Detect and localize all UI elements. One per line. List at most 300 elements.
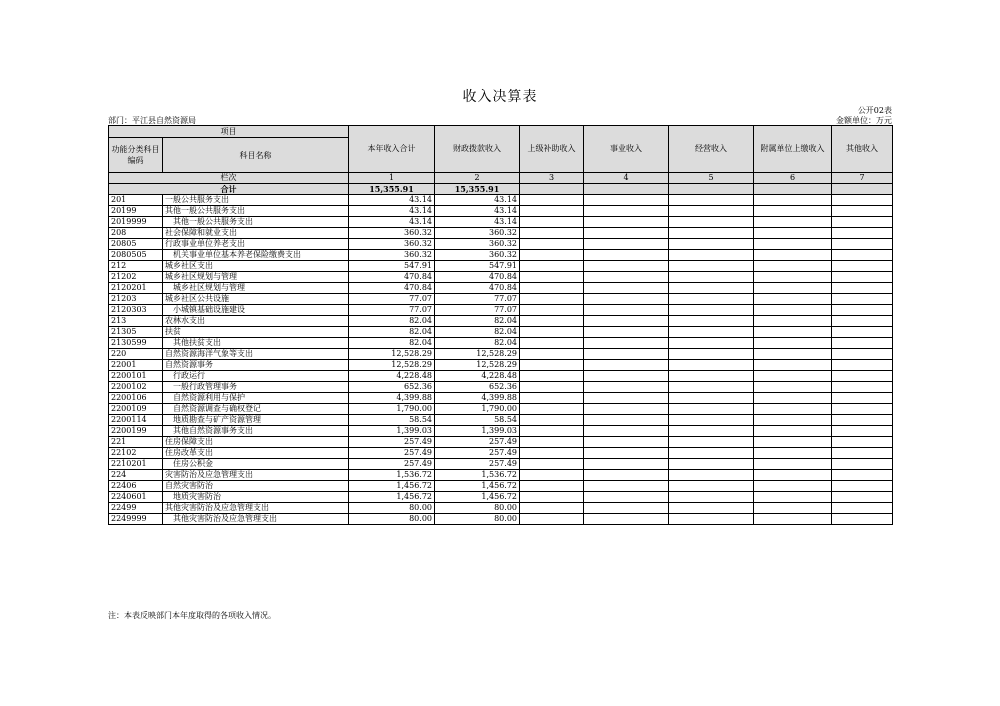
- subject-code: 2120201: [109, 283, 163, 294]
- table-row: [109, 360, 893, 371]
- empty-cell: [832, 382, 893, 393]
- empty-cell: [669, 239, 754, 250]
- table-row: [109, 217, 893, 228]
- total-income-cell: 12,528.29: [349, 349, 435, 360]
- table-row: [109, 481, 893, 492]
- empty-cell: [669, 294, 754, 305]
- subject-code: 21305: [109, 327, 163, 338]
- empty-cell: [520, 283, 584, 294]
- table-row: [109, 272, 893, 283]
- empty-cell: [669, 195, 754, 206]
- empty-cell: [584, 459, 669, 470]
- empty-cell: [832, 316, 893, 327]
- empty-cell: [832, 283, 893, 294]
- empty-cell: [584, 514, 669, 525]
- empty-cell: [754, 415, 832, 426]
- total-income-cell: 652.36: [349, 382, 435, 393]
- subject-code: 2240601: [109, 492, 163, 503]
- fiscal-income-cell: 360.32: [435, 250, 520, 261]
- table-row: [109, 283, 893, 294]
- total-label: 合计: [109, 184, 349, 195]
- subject-name: 自然资源利用与保护: [163, 393, 349, 404]
- empty-cell: [832, 195, 893, 206]
- empty-cell: [520, 239, 584, 250]
- subject-name: 行政运行: [163, 371, 349, 382]
- column-number: 3: [520, 173, 584, 184]
- subject-code: 20805: [109, 239, 163, 250]
- empty-cell: [520, 393, 584, 404]
- subject-name: 自然资源事务: [163, 360, 349, 371]
- column-number: 4: [584, 173, 669, 184]
- subject-code: 2200101: [109, 371, 163, 382]
- empty-cell: [669, 305, 754, 316]
- empty-cell: [754, 514, 832, 525]
- empty-cell: [669, 217, 754, 228]
- empty-cell: [520, 459, 584, 470]
- fiscal-income-cell: 4,399.88: [435, 393, 520, 404]
- fiscal-income-cell: 1,456.72: [435, 481, 520, 492]
- subject-code: 2200114: [109, 415, 163, 426]
- empty-cell: [520, 294, 584, 305]
- empty-cell: [754, 283, 832, 294]
- empty-cell: [832, 349, 893, 360]
- total-income-cell: 82.04: [349, 338, 435, 349]
- subject-name: 其他灾害防治及应急管理支出: [163, 503, 349, 514]
- total-income-cell: 80.00: [349, 503, 435, 514]
- empty-cell: [584, 349, 669, 360]
- table-row: [109, 239, 893, 250]
- table-row: [109, 316, 893, 327]
- fiscal-income-cell: 470.84: [435, 272, 520, 283]
- empty-cell: [520, 217, 584, 228]
- subject-name: 自然资源海洋气象等支出: [163, 349, 349, 360]
- subject-code: 2120303: [109, 305, 163, 316]
- subject-name: 扶贫: [163, 327, 349, 338]
- empty-cell: [754, 228, 832, 239]
- subject-name: 自然资源调查与确权登记: [163, 404, 349, 415]
- fiscal-income-cell: 80.00: [435, 503, 520, 514]
- fiscal-income-cell: 58.54: [435, 415, 520, 426]
- empty-cell: [584, 261, 669, 272]
- subject-code: 201: [109, 195, 163, 206]
- empty-cell: [520, 360, 584, 371]
- empty-cell: [584, 338, 669, 349]
- table-row: [109, 349, 893, 360]
- fiscal-income-cell: 80.00: [435, 514, 520, 525]
- total-income-cell: 80.00: [349, 514, 435, 525]
- empty-cell: [669, 393, 754, 404]
- footnote: 注：本表反映部门本年度取得的各项收入情况。: [108, 611, 276, 620]
- empty-cell: [520, 261, 584, 272]
- empty-cell: [669, 404, 754, 415]
- table-row: [109, 338, 893, 349]
- empty-cell: [584, 316, 669, 327]
- subject-code: 224: [109, 470, 163, 481]
- empty-cell: [832, 294, 893, 305]
- fiscal-income-cell: 43.14: [435, 217, 520, 228]
- empty-cell: [832, 415, 893, 426]
- empty-cell: [832, 470, 893, 481]
- empty-cell: [520, 470, 584, 481]
- total-income-cell: 360.32: [349, 239, 435, 250]
- fiscal-income-cell: 12,528.29: [435, 360, 520, 371]
- table-row: [109, 327, 893, 338]
- empty-cell: [669, 492, 754, 503]
- subject-code: 220: [109, 349, 163, 360]
- empty-cell: [832, 305, 893, 316]
- empty-cell: [520, 371, 584, 382]
- empty-cell: [520, 327, 584, 338]
- total-income-cell: 82.04: [349, 327, 435, 338]
- subject-name: 小城镇基础设施建设: [163, 305, 349, 316]
- fiscal-income-cell: 43.14: [435, 206, 520, 217]
- total-income-cell: 58.54: [349, 415, 435, 426]
- empty-cell: [584, 360, 669, 371]
- total-income-cell: 1,536.72: [349, 470, 435, 481]
- column-number: 7: [832, 173, 893, 184]
- total-income-cell: 1,399.03: [349, 426, 435, 437]
- form-code: 公开02表: [857, 106, 892, 115]
- empty-cell: [754, 239, 832, 250]
- subject-name: 灾害防治及应急管理支出: [163, 470, 349, 481]
- empty-cell: [754, 448, 832, 459]
- empty-cell: [584, 239, 669, 250]
- empty-cell: [832, 481, 893, 492]
- empty-cell: [584, 382, 669, 393]
- empty-cell: [584, 195, 669, 206]
- total-income-cell: 360.32: [349, 228, 435, 239]
- empty-cell: [584, 305, 669, 316]
- subject-name: 城乡社区规划与管理: [163, 283, 349, 294]
- empty-cell: [832, 272, 893, 283]
- empty-cell: [520, 305, 584, 316]
- total-income-cell: 77.07: [349, 305, 435, 316]
- empty-cell: [832, 250, 893, 261]
- empty-cell: [584, 415, 669, 426]
- empty-cell: [669, 327, 754, 338]
- subject-name: 自然灾害防治: [163, 481, 349, 492]
- subject-name: 住房保障支出: [163, 437, 349, 448]
- empty-cell: [832, 206, 893, 217]
- subject-code: 22406: [109, 481, 163, 492]
- empty-cell: [520, 415, 584, 426]
- total-fiscal-income: 15,355.91: [435, 184, 520, 195]
- table-row: [109, 448, 893, 459]
- fiscal-income-cell: 82.04: [435, 316, 520, 327]
- empty-cell: [520, 426, 584, 437]
- fiscal-income-cell: 360.32: [435, 239, 520, 250]
- subject-name: 一般公共服务支出: [163, 195, 349, 206]
- empty-cell: [832, 239, 893, 250]
- total-income-cell: 1,790.00: [349, 404, 435, 415]
- empty-cell: [669, 228, 754, 239]
- fiscal-income-cell: 1,399.03: [435, 426, 520, 437]
- empty-cell: [669, 250, 754, 261]
- fiscal-income-cell: 1,790.00: [435, 404, 520, 415]
- empty-cell: [754, 481, 832, 492]
- table-row: [109, 228, 893, 239]
- subject-code: 2200199: [109, 426, 163, 437]
- department-label: 部门：平江县自然资源局: [108, 116, 196, 125]
- fiscal-income-cell: 360.32: [435, 228, 520, 239]
- total-income-cell: 360.32: [349, 250, 435, 261]
- fiscal-income-cell: 82.04: [435, 327, 520, 338]
- empty-cell: [520, 206, 584, 217]
- empty-cell: [754, 349, 832, 360]
- total-income-cell: 4,399.88: [349, 393, 435, 404]
- subject-code: 21202: [109, 272, 163, 283]
- empty-cell: [754, 492, 832, 503]
- empty-cell: [754, 327, 832, 338]
- empty-cell: [754, 217, 832, 228]
- empty-cell: [669, 349, 754, 360]
- column-number: 1: [349, 173, 435, 184]
- empty-cell: [584, 250, 669, 261]
- empty-cell: [584, 426, 669, 437]
- subject-name: 其他灾害防治及应急管理支出: [163, 514, 349, 525]
- empty-cell: [669, 514, 754, 525]
- empty-cell: [669, 338, 754, 349]
- empty-cell: [584, 448, 669, 459]
- header-col-1: 本年收入合计: [349, 126, 435, 173]
- total-income-cell: 1,456.72: [349, 492, 435, 503]
- empty-cell: [832, 404, 893, 415]
- empty-cell: [832, 426, 893, 437]
- fiscal-income-cell: 77.07: [435, 305, 520, 316]
- empty-cell: [832, 184, 893, 195]
- column-number: 5: [669, 173, 754, 184]
- empty-cell: [520, 404, 584, 415]
- empty-cell: [669, 316, 754, 327]
- empty-cell: [584, 470, 669, 481]
- subject-name: 其他扶贫支出: [163, 338, 349, 349]
- fiscal-income-cell: 43.14: [435, 195, 520, 206]
- fiscal-income-cell: 652.36: [435, 382, 520, 393]
- empty-cell: [754, 305, 832, 316]
- empty-cell: [584, 272, 669, 283]
- empty-cell: [520, 481, 584, 492]
- fiscal-income-cell: 1,536.72: [435, 470, 520, 481]
- total-income-total: 15,355.91: [349, 184, 435, 195]
- empty-cell: [520, 349, 584, 360]
- empty-cell: [520, 492, 584, 503]
- empty-cell: [669, 415, 754, 426]
- empty-cell: [754, 382, 832, 393]
- fiscal-income-cell: 77.07: [435, 294, 520, 305]
- empty-cell: [520, 514, 584, 525]
- subject-name: 地质勘查与矿产资源管理: [163, 415, 349, 426]
- empty-cell: [669, 426, 754, 437]
- total-income-cell: 82.04: [349, 316, 435, 327]
- table-row: [109, 470, 893, 481]
- fiscal-income-cell: 82.04: [435, 338, 520, 349]
- empty-cell: [832, 360, 893, 371]
- table-row: [109, 206, 893, 217]
- subject-name: 社会保障和就业支出: [163, 228, 349, 239]
- empty-cell: [832, 492, 893, 503]
- empty-cell: [754, 503, 832, 514]
- empty-cell: [520, 272, 584, 283]
- total-income-cell: 43.14: [349, 217, 435, 228]
- subject-code: 2019999: [109, 217, 163, 228]
- empty-cell: [584, 206, 669, 217]
- empty-cell: [520, 503, 584, 514]
- empty-cell: [754, 393, 832, 404]
- subject-name: 其他一般公共服务支出: [163, 206, 349, 217]
- table-row: [109, 426, 893, 437]
- income-table: [108, 125, 893, 525]
- empty-cell: [584, 437, 669, 448]
- empty-cell: [669, 448, 754, 459]
- empty-cell: [520, 437, 584, 448]
- table-row: [109, 382, 893, 393]
- empty-cell: [669, 481, 754, 492]
- empty-cell: [669, 503, 754, 514]
- empty-cell: [754, 195, 832, 206]
- subject-name: 农林水支出: [163, 316, 349, 327]
- subject-code: 208: [109, 228, 163, 239]
- table-row: [109, 393, 893, 404]
- empty-cell: [584, 503, 669, 514]
- empty-cell: [584, 327, 669, 338]
- total-income-cell: 1,456.72: [349, 481, 435, 492]
- column-number: 2: [435, 173, 520, 184]
- table-row: [109, 404, 893, 415]
- empty-cell: [754, 371, 832, 382]
- empty-cell: [754, 470, 832, 481]
- total-income-cell: 470.84: [349, 272, 435, 283]
- fiscal-income-cell: 470.84: [435, 283, 520, 294]
- empty-cell: [754, 404, 832, 415]
- total-income-cell: 43.14: [349, 195, 435, 206]
- subject-name: 一般行政管理事务: [163, 382, 349, 393]
- total-income-cell: 77.07: [349, 294, 435, 305]
- subject-code: 21203: [109, 294, 163, 305]
- header-code: 功能分类科目编码: [109, 138, 163, 173]
- subject-name: 机关事业单位基本养老保险缴费支出: [163, 250, 349, 261]
- table-row: [109, 459, 893, 470]
- header-name: 科目名称: [163, 138, 349, 173]
- total-income-cell: 43.14: [349, 206, 435, 217]
- empty-cell: [584, 228, 669, 239]
- subject-name: 行政事业单位养老支出: [163, 239, 349, 250]
- fiscal-income-cell: 4,228.48: [435, 371, 520, 382]
- empty-cell: [754, 294, 832, 305]
- table-row: [109, 514, 893, 525]
- empty-cell: [520, 338, 584, 349]
- empty-cell: [669, 360, 754, 371]
- fiscal-income-cell: 257.49: [435, 459, 520, 470]
- subject-code: 2200109: [109, 404, 163, 415]
- empty-cell: [520, 382, 584, 393]
- total-income-cell: 12,528.29: [349, 360, 435, 371]
- empty-cell: [669, 459, 754, 470]
- subject-code: 212: [109, 261, 163, 272]
- unit-label: 金额单位：万元: [836, 116, 892, 125]
- total-income-cell: 257.49: [349, 437, 435, 448]
- empty-cell: [584, 393, 669, 404]
- empty-cell: [520, 316, 584, 327]
- empty-cell: [584, 184, 669, 195]
- report-title: 收入决算表: [462, 89, 538, 105]
- subject-code: 2210201: [109, 459, 163, 470]
- total-income-cell: 547.91: [349, 261, 435, 272]
- table-row: [109, 492, 893, 503]
- empty-cell: [754, 338, 832, 349]
- header-col-6: 附属单位上缴收入: [754, 126, 832, 173]
- table-row: [109, 294, 893, 305]
- empty-cell: [832, 514, 893, 525]
- subject-code: 2200106: [109, 393, 163, 404]
- fiscal-income-cell: 257.49: [435, 448, 520, 459]
- total-income-cell: 257.49: [349, 459, 435, 470]
- empty-cell: [584, 492, 669, 503]
- empty-cell: [669, 261, 754, 272]
- subject-code: 20199: [109, 206, 163, 217]
- empty-cell: [754, 184, 832, 195]
- subject-code: 2130599: [109, 338, 163, 349]
- subject-name: 住房公积金: [163, 459, 349, 470]
- empty-cell: [754, 459, 832, 470]
- table-row: [109, 305, 893, 316]
- empty-cell: [669, 184, 754, 195]
- header-col-7: 其他收入: [832, 126, 893, 173]
- fiscal-income-cell: 12,528.29: [435, 349, 520, 360]
- empty-cell: [584, 481, 669, 492]
- empty-cell: [584, 404, 669, 415]
- empty-cell: [754, 261, 832, 272]
- subject-name: 其他自然资源事务支出: [163, 426, 349, 437]
- empty-cell: [520, 195, 584, 206]
- subject-code: 2200102: [109, 382, 163, 393]
- empty-cell: [669, 382, 754, 393]
- column-number-label: 栏次: [109, 173, 349, 184]
- empty-cell: [754, 272, 832, 283]
- empty-cell: [754, 250, 832, 261]
- header-col-2: 财政拨款收入: [435, 126, 520, 173]
- empty-cell: [832, 261, 893, 272]
- empty-cell: [584, 217, 669, 228]
- header-col-3: 上级补助收入: [520, 126, 584, 173]
- table-row: [109, 437, 893, 448]
- fiscal-income-cell: 257.49: [435, 437, 520, 448]
- table-row: [109, 261, 893, 272]
- subject-name: 城乡社区支出: [163, 261, 349, 272]
- empty-cell: [669, 283, 754, 294]
- empty-cell: [832, 228, 893, 239]
- empty-cell: [832, 437, 893, 448]
- empty-cell: [832, 448, 893, 459]
- header-col-4: 事业收入: [584, 126, 669, 173]
- empty-cell: [832, 503, 893, 514]
- subject-code: 2249999: [109, 514, 163, 525]
- empty-cell: [832, 338, 893, 349]
- empty-cell: [520, 184, 584, 195]
- empty-cell: [669, 437, 754, 448]
- fiscal-income-cell: 547.91: [435, 261, 520, 272]
- header-col-5: 经营收入: [669, 126, 754, 173]
- empty-cell: [669, 470, 754, 481]
- empty-cell: [832, 371, 893, 382]
- subject-code: 22001: [109, 360, 163, 371]
- subject-code: 22102: [109, 448, 163, 459]
- empty-cell: [832, 459, 893, 470]
- empty-cell: [832, 327, 893, 338]
- subject-code: 221: [109, 437, 163, 448]
- empty-cell: [669, 206, 754, 217]
- empty-cell: [832, 393, 893, 404]
- subject-name: 地质灾害防治: [163, 492, 349, 503]
